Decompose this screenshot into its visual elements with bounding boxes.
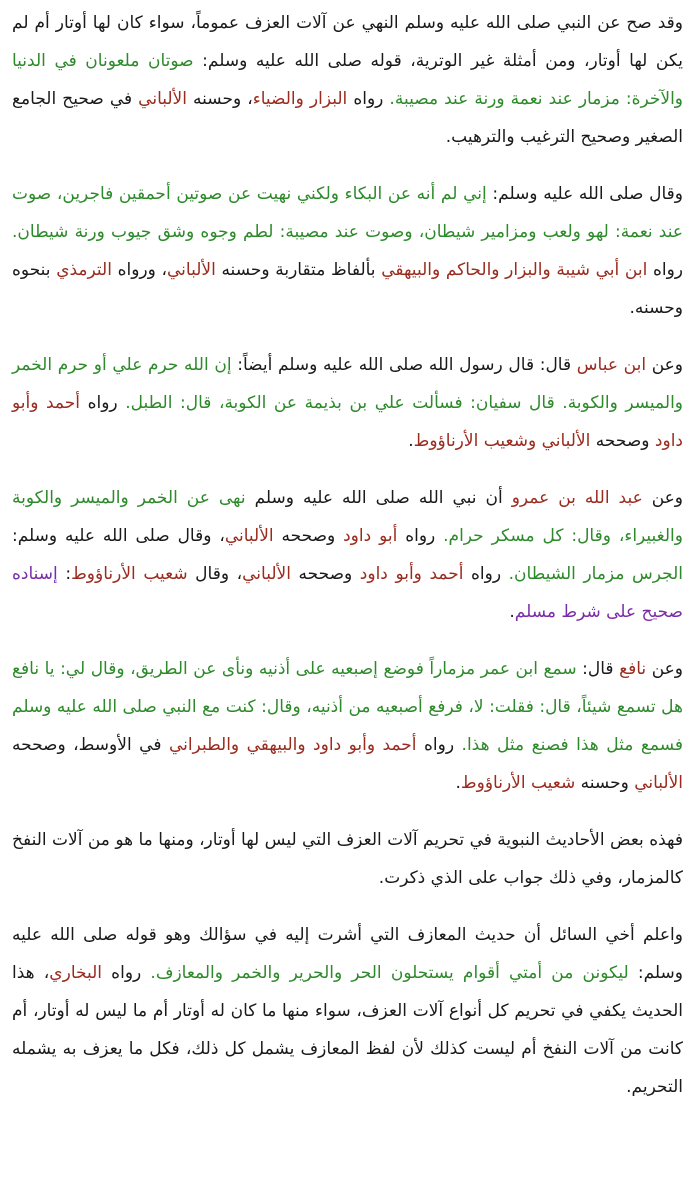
text-run: ، وحسنه — [186, 89, 253, 109]
narrator-name: أحمد وأبو داود — [359, 564, 464, 584]
text-run: ، وقال صلى الله عليه وسلم: — [12, 526, 225, 546]
hadith-quote: إن الله حرم علي أو حرم الخمر والميسر والكوبة. قال سفيان: فسألت علي بن بذيمة عن الكوبة، قال: الطبل. — [12, 355, 683, 413]
text-run: بألفاظ متقاربة وحسنه — [215, 260, 382, 280]
text-run: بنحوه وحسنه. — [12, 260, 683, 318]
text-run: وعن — [642, 488, 684, 508]
narrator-name: الألباني — [634, 773, 683, 793]
text-run: وصححه — [590, 431, 655, 451]
text-run: في الأوسط، وصححه — [12, 735, 169, 755]
hadith-quote: الجرس مزمار الشيطان. — [508, 564, 684, 584]
paragraph-4 — [12, 479, 683, 631]
hadith-quote: سمع ابن عمر مزماراً فوضع إصبعيه على أذنيه ونأى عن الطريق، وقال لي: يا نافع هل تسمع شيئاً، قال: فقلت: لا، فرفع أصبعيه من أذنيه، وقال: كنت مع النبي صلى الله عليه وسلم فسمع مثل هذا فصنع مثل هذا. — [12, 659, 683, 755]
text-run: قال: قال رسول الله صلى الله عليه وسلم أيضاً: — [231, 355, 577, 375]
narrator-name: أحمد وأبو داود والبيهقي والطبراني — [168, 735, 417, 755]
text-run: وقال صلى الله عليه وسلم: — [486, 184, 683, 204]
narrator-name: ابن عباس — [576, 355, 647, 375]
text-run: في صحيح الجامع الصغير وصحيح الترغيب والترهيب. — [12, 89, 683, 147]
text-run: رواه — [80, 393, 126, 413]
text-run: رواه — [347, 89, 390, 109]
hadith-quote: نهى عن الخمر والميسر والكوبة والغبيراء، وقال: كل مسكر حرام. — [12, 488, 683, 546]
paragraph-2 — [12, 175, 683, 327]
hadith-quote: صوتان ملعونان في الدنيا والآخرة: مزمار عند نعمة ورنة عند مصيبة. — [12, 51, 683, 109]
text-run: واعلم أخي السائل أن حديث المعازف التي أشرت إليه في سؤالك وهو قوله صلى الله عليه وسلم: — [12, 925, 683, 983]
narrator-name: الترمذي — [56, 260, 112, 280]
narrator-name: الألباني — [138, 89, 187, 109]
text-run: وعن — [646, 355, 683, 375]
narrator-name: أحمد وأبو داود — [12, 393, 683, 451]
text-run: رواه — [102, 963, 151, 983]
narrator-name: أبو داود — [343, 526, 398, 546]
text-run: : — [57, 564, 72, 584]
grading-note: إسناده صحيح على شرط مسلم — [12, 564, 683, 622]
text-run: رواه — [416, 735, 462, 755]
text-run: . — [509, 602, 515, 622]
hadith-quote: إني لم أنه عن البكاء ولكني نهيت عن صوتين أحمقين فاجرين، صوت عند نعمة: لهو ولعب ومزامير شيطان، وصوت عند مصيبة: لطم وجوه وشق جيوب ورنة شيطان. — [12, 184, 683, 242]
narrator-name: البزار والضياء — [252, 89, 348, 109]
narrator-name: نافع — [619, 659, 647, 679]
paragraph-1 — [12, 4, 683, 156]
hadith-quote: ليكونن من أمتي أقوام يستحلون الحر والحرير والخمر والمعازف. — [150, 963, 629, 983]
text-run: . — [408, 431, 414, 451]
text-run: وصححه — [290, 564, 360, 584]
paragraph-5 — [12, 650, 683, 802]
paragraph-3 — [12, 346, 683, 460]
text-run: ، وقال — [187, 564, 243, 584]
narrator-name: ابن أبي شيبة والبزار والحاكم والبيهقي — [381, 260, 648, 280]
narrator-name: شعيب الأرناؤوط — [71, 564, 188, 584]
narrator-name: عبد الله بن عمرو — [511, 488, 643, 508]
text-run: وعن — [646, 659, 684, 679]
text-run: وصححه — [273, 526, 344, 546]
text-run: . — [455, 773, 461, 793]
text-run: ، ورواه — [111, 260, 167, 280]
narrator-name: البخاري — [49, 963, 102, 983]
text-run: قال: — [576, 659, 620, 679]
text-run: رواه — [397, 526, 444, 546]
paragraph-6 — [12, 821, 683, 897]
text-run: وقد صح عن النبي صلى الله عليه وسلم النهي عن آلات العزف عموماً، سواء كان لها أوتار أم لم يكن لها أوتار، ومن أمثلة غير الوترية، قوله صلى الله عليه وسلم: — [12, 13, 683, 71]
text-run: رواه — [463, 564, 509, 584]
narrator-name: الألباني — [242, 564, 291, 584]
paragraph-7 — [12, 916, 683, 1106]
narrator-name: الألباني وشعيب الأرناؤوط — [413, 431, 591, 451]
text-run: فهذه بعض الأحاديث النبوية في تحريم آلات العزف التي ليس لها أوتار، ومنها ما هو من آلات النفخ كالمزمار، وفي ذلك جواب على الذي ذكرت. — [12, 830, 683, 888]
narrator-name: الألباني — [166, 260, 216, 280]
narrator-name: الألباني — [224, 526, 274, 546]
text-run: ، هذا الحديث يكفي في تحريم كل أنواع آلات العزف، سواء منها ما كان له أوتار أم ما ليس له أوتار، أم كانت من آلات النفخ أم ليست كذلك لأن لفظ المعازف يشمل كل ذلك، فكل ما يعزف به يشمله التحريم. — [12, 963, 683, 1097]
text-run: أن نبي الله صلى الله عليه وسلم — [245, 488, 512, 508]
text-run: وحسنه — [575, 773, 635, 793]
narrator-name: شعيب الأرناؤوط — [460, 773, 576, 793]
text-run: رواه — [647, 260, 683, 280]
